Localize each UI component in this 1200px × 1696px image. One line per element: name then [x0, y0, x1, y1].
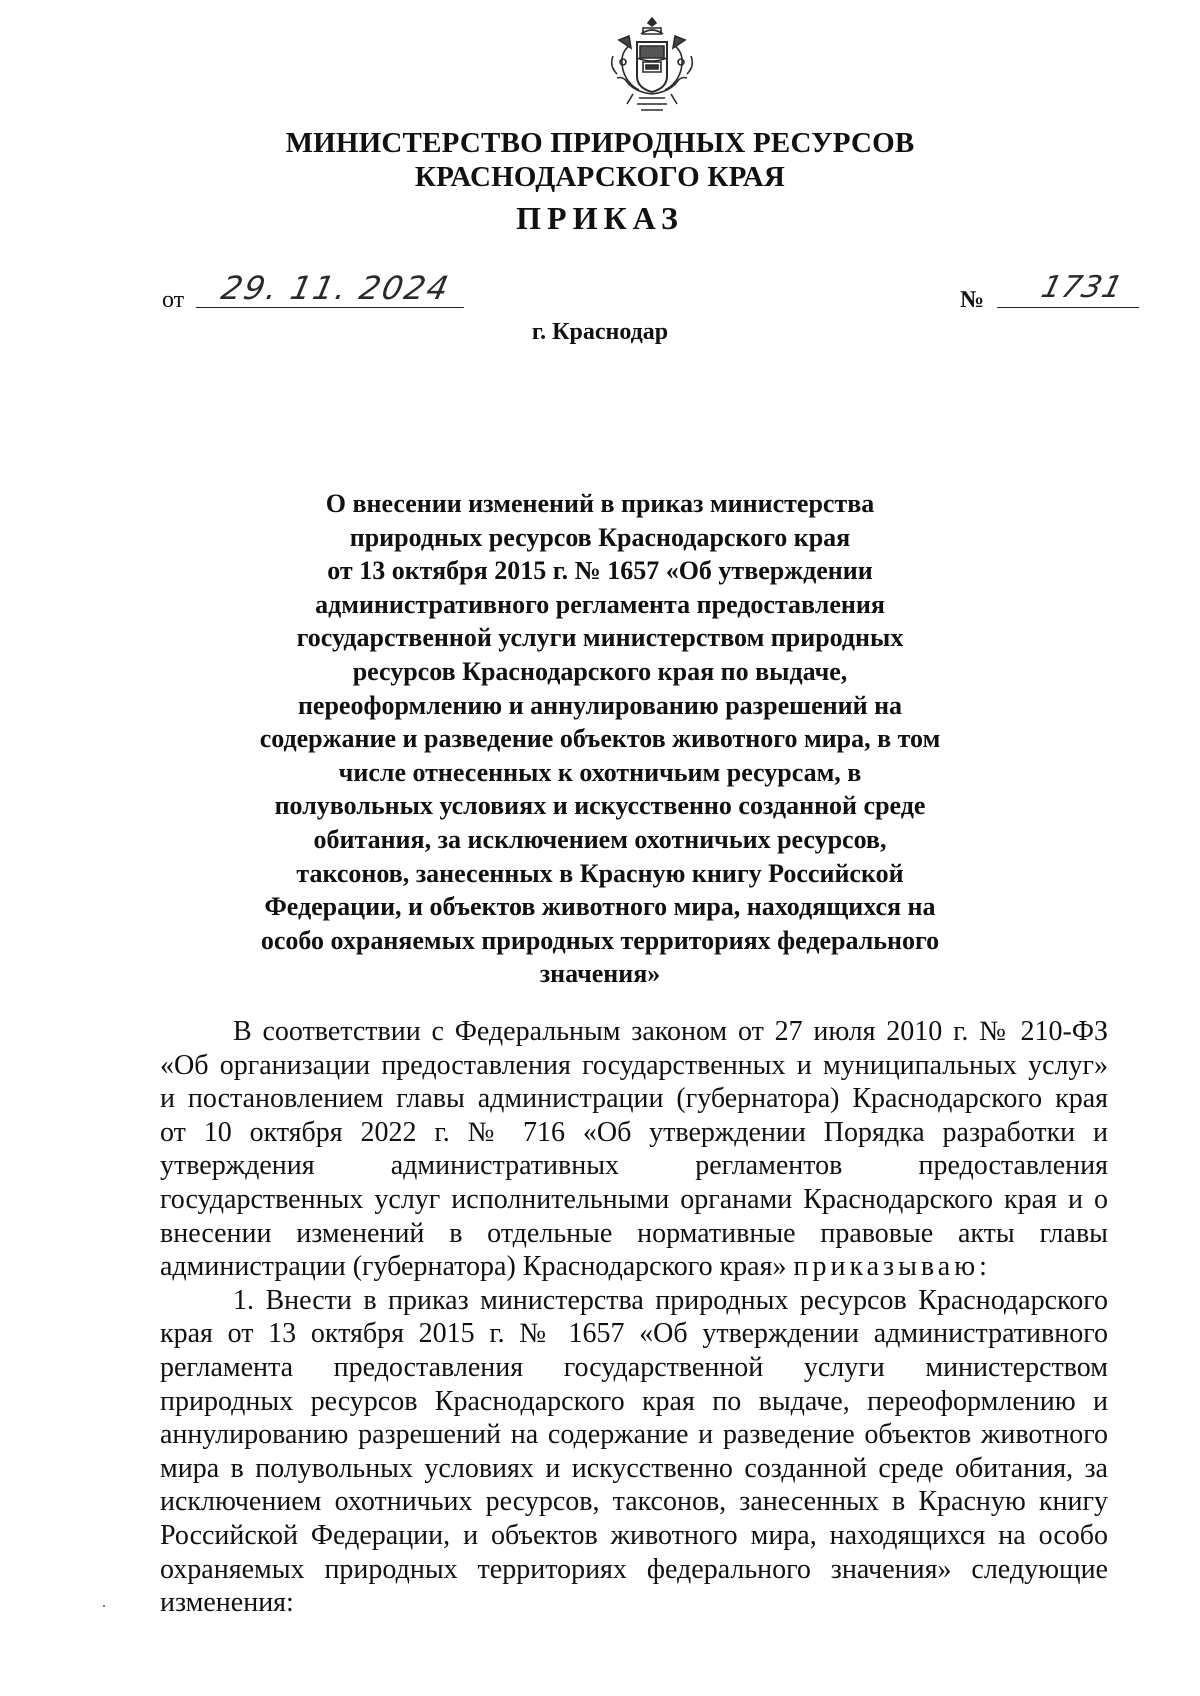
coat-of-arms-icon: [607, 16, 697, 114]
body-line: «Об организации предоставления государственных и муниципальных услуг»: [160, 1049, 1108, 1081]
body-line: В соответствии с Федеральным законом от 27 июля 2010 г. № 210-ФЗ: [233, 1016, 1108, 1047]
body-line: утверждения административных регламентов предоставления: [160, 1150, 1108, 1182]
body-line: Российской Федерации, и объектов животного мира, находящихся на особо: [160, 1519, 1108, 1551]
body-line: исключением охотничьих ресурсов, таксонов, занесенных в Красную книгу: [160, 1486, 1108, 1518]
body-line: государственных услуг исполнительными органами Краснодарского края и о: [160, 1183, 1108, 1215]
title-line: административного регламента предоставления: [315, 589, 885, 619]
title-line: значения»: [539, 959, 661, 989]
date-label: от: [162, 287, 185, 313]
body-line: регламента предоставления государственной услуги министерством: [160, 1351, 1108, 1383]
title-line: полувольных условиях и искусственно созданной среде: [274, 791, 926, 821]
title-line: особо охраняемых природных территориях федерального: [260, 925, 940, 955]
scan-speck: [103, 1605, 105, 1607]
body-line: внесении изменений в отдельные нормативные правовые акты главы: [160, 1217, 1108, 1249]
document-body: [160, 1015, 1108, 1620]
body-line: аннулированию разрешений на содержание и разведение объектов животного: [160, 1419, 1108, 1451]
body-line: охраняемых природных территориях федерального значения» следующие: [160, 1553, 1108, 1585]
body-line: от 10 октября 2022 г. № 716 «Об утверждении Порядка разработки и: [160, 1116, 1108, 1148]
body-line: 1. Внести в приказ министерства природных ресурсов Краснодарского: [233, 1284, 1108, 1316]
title-line: Федерации, и объектов животного мира, находящихся на: [264, 892, 936, 922]
body-line: природных ресурсов Краснодарского края по выдаче, переоформлению и: [160, 1385, 1108, 1417]
body-line: мира в полувольных условиях и искусственно созданной среде обитания, за: [160, 1452, 1108, 1484]
title-line: содержание и разведение объектов животного мира, в том: [259, 724, 941, 754]
city-line: г. Краснодар: [531, 319, 669, 345]
body-line-last: изменения:: [160, 1587, 294, 1619]
preamble-paragraph: [160, 1015, 1108, 1284]
title-line: числе отнесенных к охотничьим ресурсам, в: [338, 757, 862, 787]
title-line: таксонов, занесенных в Красную книгу Российской: [296, 858, 904, 888]
body-line-last: [160, 1250, 1108, 1284]
body-line: и постановлением главы администрации (губернатора) Краснодарского края: [160, 1083, 1108, 1115]
title-line: переоформлению и аннулированию разрешений на: [297, 690, 903, 720]
title-line: государственной услуги министерством природных: [296, 623, 904, 653]
title-line: обитания, за исключением охотничьих ресурсов,: [313, 824, 887, 854]
title-line: от 13 октября 2015 г. № 1657 «Об утверждении: [327, 556, 873, 586]
title-line: О внесении изменений в приказ министерства: [325, 489, 875, 518]
number-label: №: [960, 287, 985, 313]
title-line: ресурсов Краснодарского края по выдаче,: [352, 656, 848, 686]
body-line-text: администрации (губернатора) Краснодарского края»: [160, 1251, 787, 1283]
ministry-name-line2: КРАСНОДАРСКОГО КРАЯ: [414, 161, 786, 193]
document-type: ПРИКАЗ: [516, 200, 684, 236]
body-line: края от 13 октября 2015 г. № 1657 «Об утверждении административного: [160, 1318, 1108, 1350]
document-title: [230, 487, 970, 991]
title-line: природных ресурсов Краснодарского края: [349, 522, 851, 552]
handwritten-date: 29. 11. 2024: [196, 268, 473, 308]
handwritten-number: 1731: [997, 268, 1149, 308]
item-1-paragraph: [160, 1284, 1108, 1620]
order-word: приказываю:: [793, 1251, 991, 1283]
ministry-name-line1: МИНИСТЕРСТВО ПРИРОДНЫХ РЕСУРСОВ: [285, 127, 915, 159]
